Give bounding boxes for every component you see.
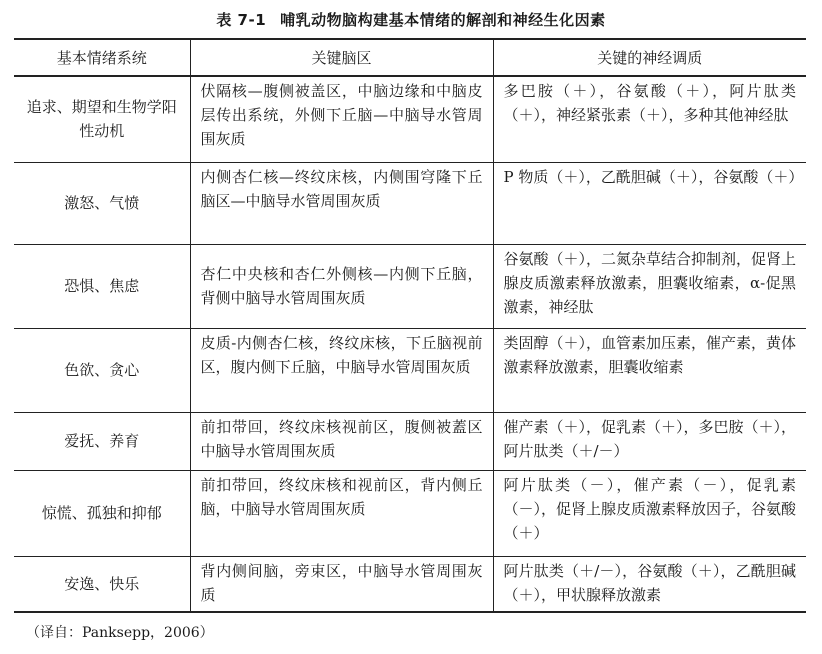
brain-region-cell: 前扣带回，终纹床核和视前区，背内侧丘脑，中脑导水管周围灰质 [190,470,493,556]
brain-region-cell: 杏仁中央核和杏仁外侧核—内侧下丘脑，背侧中脑导水管周围灰质 [190,244,493,328]
brain-region-cell: 伏隔核—腹侧被盖区，中脑边缘和中脑皮层传出系统，外侧下丘脑—中脑导水管周围灰质 [190,76,493,162]
neuromodulator-cell: 催产素（＋），促乳素（＋），多巴胺（＋），阿片肽类（＋/－） [493,412,806,470]
neuromodulator-cell: P 物质（＋），乙酰胆碱（＋），谷氨酸（＋） [493,162,806,244]
emotion-system-cell: 追求、期望和生物学阳性动机 [14,76,190,162]
header-key-neuromodulators: 关键的神经调质 [493,39,806,76]
table-row [14,244,806,328]
brain-region-cell: 内侧杏仁核—终纹床核，内侧围穹隆下丘脑区—中脑导水管周围灰质 [190,162,493,244]
neuromodulator-cell: 多巴胺（＋），谷氨酸（＋），阿片肽类（＋），神经紧张素（＋），多种其他神经肽 [493,76,806,162]
brain-region-cell: 背内侧间脑，旁束区，中脑导水管周围灰质 [190,556,493,612]
table-row [14,412,806,470]
emotion-system-cell: 爱抚、养育 [14,412,190,470]
table-header-row [14,39,806,76]
neuromodulator-cell: 阿片肽类（＋/－），谷氨酸（＋），乙酰胆碱（＋），甲状腺释放激素 [493,556,806,612]
source-note: （译自：Panksepp，2006） [26,625,214,641]
brain-region-cell: 前扣带回，终纹床核视前区，腹侧被蓋区中脑导水管周围灰质 [190,412,493,470]
emotion-system-cell: 激怒、气愤 [14,162,190,244]
emotion-system-cell: 惊慌、孤独和抑郁 [14,470,190,556]
emotion-system-cell: 色欲、贪心 [14,328,190,412]
table-row [14,76,806,162]
emotion-system-cell: 恐惧、焦虑 [14,244,190,328]
table-row [14,470,806,556]
emotion-systems-table [14,38,806,613]
table-title [0,9,822,30]
neuromodulator-cell: 谷氨酸（＋），二氮杂草结合抑制剂，促肾上腺皮质激素释放激素，胆囊收缩素，α-促黑激素，神经肽 [493,244,806,328]
brain-region-cell: 皮质-内侧杏仁核，终纹床核，下丘脑视前区，腹内侧下丘脑，中脑导水管周围灰质 [190,328,493,412]
header-emotion-system: 基本情绪系统 [14,39,190,76]
table-title-text: 哺乳动物脑构建基本情绪的解剖和神经生化因素 [280,11,606,29]
table-row [14,162,806,244]
neuromodulator-cell: 类固醇（＋），血管素加压素，催产素，黄体激素释放激素，胆囊收缩素 [493,328,806,412]
table-row [14,328,806,412]
emotion-system-cell: 安逸、快乐 [14,556,190,612]
header-key-brain-regions: 关键脑区 [190,39,493,76]
neuromodulator-cell: 阿片肽类（－），催产素（－），促乳素（－），促肾上腺皮质激素释放因子，谷氨酸（＋） [493,470,806,556]
table-row [14,556,806,612]
table-number: 表 7-1 [216,11,267,29]
